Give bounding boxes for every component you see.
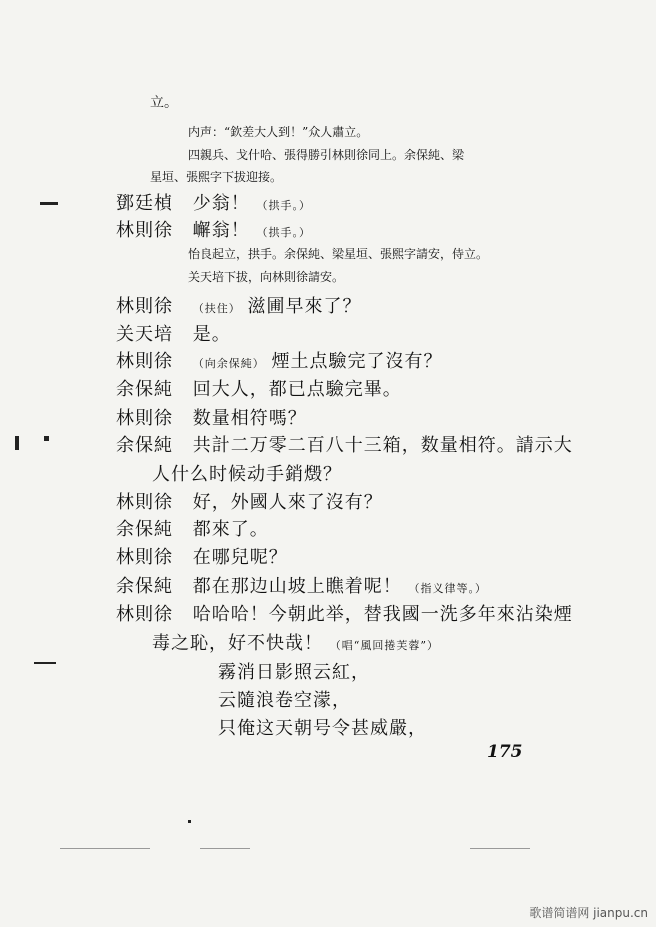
stage-line: 关天培下拔，向林則徐請安。 [188,270,345,284]
speech: 好，外國人來了沒有？ [192,492,383,513]
dialogue-line [116,189,311,215]
speech: 滋圃早來了？ [247,296,362,317]
scan-mark [188,820,191,823]
scan-mark [44,436,49,441]
speaker: 余保純 [116,379,173,400]
speech: 在哪兒呢？ [192,547,288,568]
dialogue-line [116,515,269,541]
speaker: 林則徐 [116,351,173,372]
scan-mark [200,848,250,849]
speaker: 鄧廷楨 [116,193,173,214]
speech: 少翁！ [192,193,250,214]
speaker: 林則徐 [116,492,173,513]
dialogue-continuation [152,629,439,655]
dialogue-line [116,543,288,569]
dialogue-line [116,431,573,457]
dialogue-line [116,488,383,514]
speech: 都在那边山坡上瞧着呢！ [192,576,402,597]
speech: 嶰翁！ [192,220,250,241]
dialogue-line [116,572,487,598]
speaker: 林則徐 [116,408,173,429]
speaker: 林則徐 [116,220,173,241]
stage-line: 怡良起立，拱手。余保純、梁星垣、張熙字請安，侍立。 [188,247,489,261]
scan-mark [34,662,56,664]
speaker: 关天培 [116,324,173,345]
speaker: 林則徐 [116,547,173,568]
stage-note: （拱手。） [256,199,311,212]
speaker: 余保純 [116,519,173,540]
speech: 都來了。 [192,519,269,540]
speech: 毒之恥，好不快哉！ [152,633,323,654]
stage-note: （向余保純） [192,357,265,370]
speaker: 林則徐 [116,604,173,625]
watermark: 歌谱简谱网 jianpu.cn [529,906,648,920]
scan-mark [60,848,150,849]
speech: 数量相符嗎？ [192,408,307,429]
verse-line: 只俺这天朝号令甚威嚴， [218,718,427,739]
scan-mark [470,848,530,849]
stage-line: 内声：“欽差大人到！”众人肅立。 [188,125,369,139]
speech: 共計二万零二百八十三箱，数量相符。請示大 [192,435,573,456]
stage-note: （指义律等。） [408,582,487,595]
dialogue-line [116,292,361,318]
dialogue-line [116,375,402,401]
speech: 回大人，都已点驗完畢。 [192,379,402,400]
stage-line: 星垣、張熙字下拔迎接。 [150,170,283,184]
stage-note: （拱手。） [256,226,311,239]
speaker: 余保純 [116,576,173,597]
verse-line: 云隨浪卷空濛， [218,690,351,711]
scan-mark [15,436,19,450]
stage-line: 四親兵、戈什哈、張得勝引林則徐同上。余保純、梁 [188,148,465,162]
speech: 哈哈哈！今朝此举，替我國一洗多年來沾染煙 [192,604,573,625]
dialogue-line [116,320,231,346]
dialogue-line [116,216,311,242]
dialogue-line [116,347,442,373]
dialogue-line [116,404,307,430]
stage-note: （唱“風回捲芙蓉”） [329,639,439,652]
speech: 煙土点驗完了沒有？ [271,351,443,372]
speaker: 余保純 [116,435,173,456]
page-number: 175 [487,742,523,762]
stage-note: （扶住） [192,302,241,315]
dialogue-continuation: 人什么时候动手銷燬？ [152,464,342,485]
verse-line: 霧消日影照云紅， [218,662,370,683]
stage-line: 立。 [150,95,178,111]
dialogue-line [116,600,573,626]
scan-mark [40,202,58,205]
speaker: 林則徐 [116,296,173,317]
speech: 是。 [192,324,231,345]
